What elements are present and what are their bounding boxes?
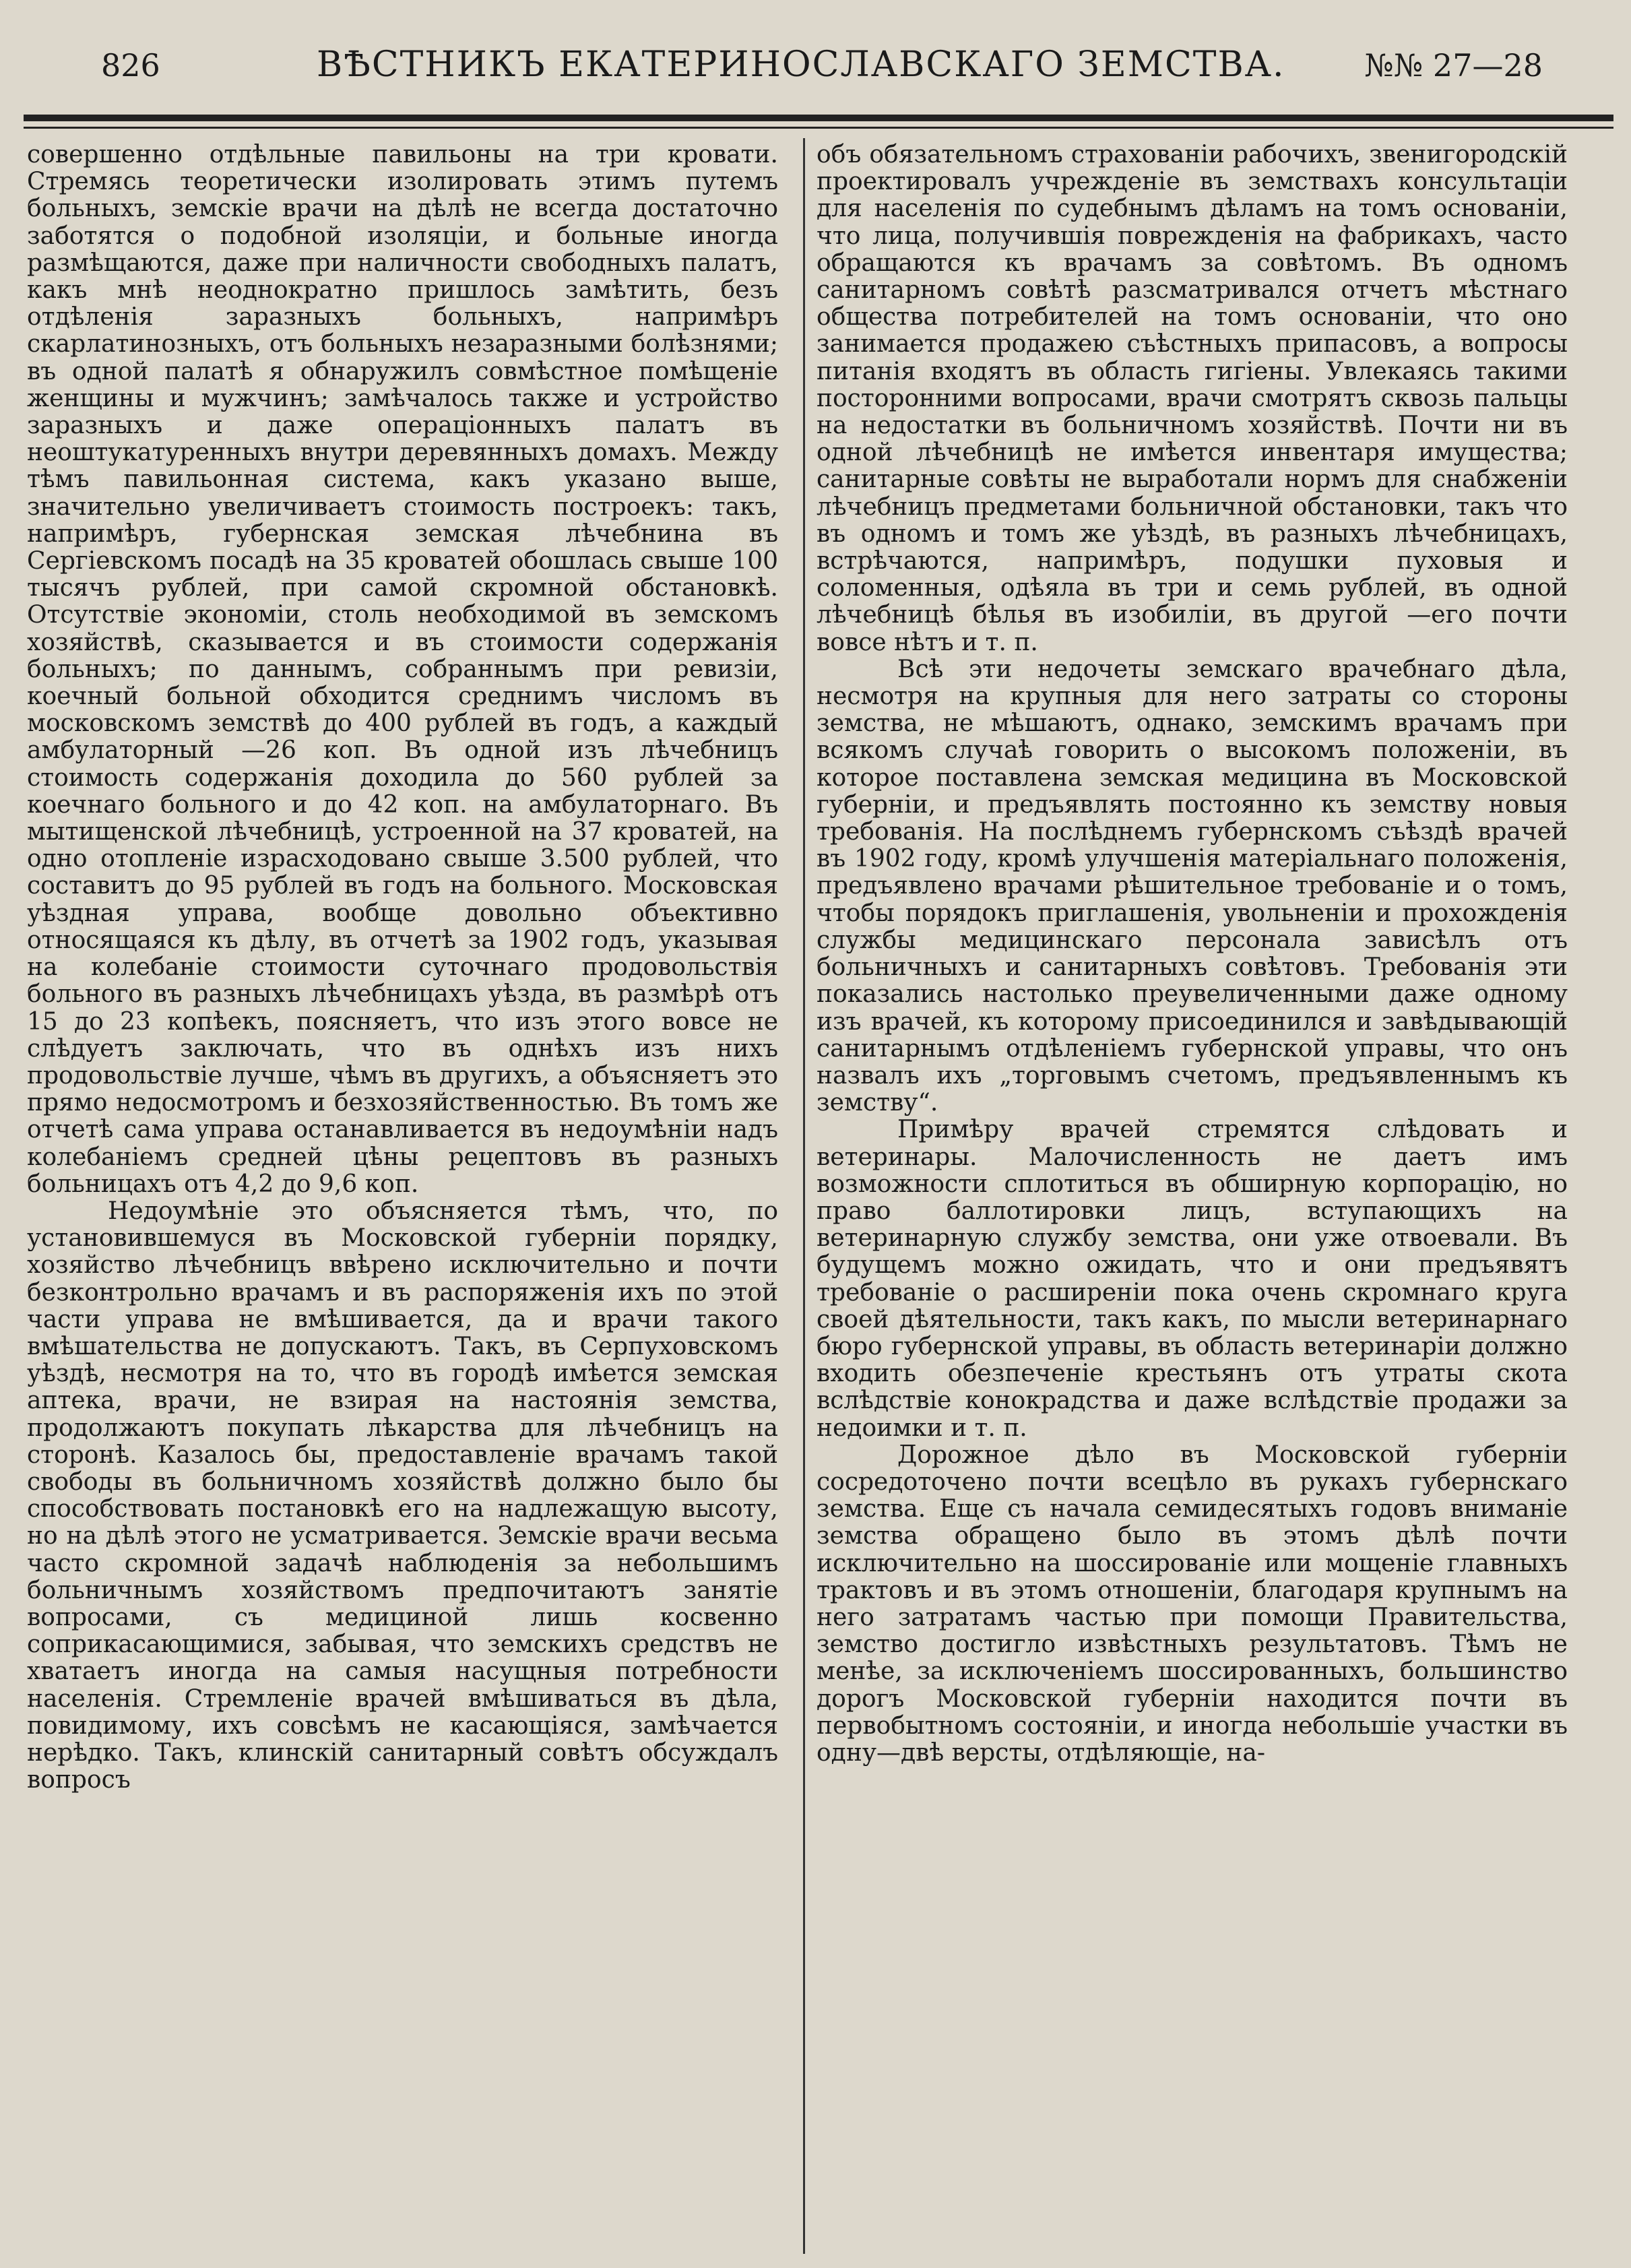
paragraph: совершенно отдѣльные павильоны на три кровати. Стремясь теоретически изолировать этимъ путемъ больныхъ, земскіе врачи на дѣлѣ не всегда достаточно заботятся о подобной изоляціи, и больные иногда размѣщаются, даже при наличности свободныхъ палатъ, какъ мнѣ неоднократно пришлось замѣтить, безъ отдѣленія заразныхъ больныхъ, напримѣръ скарлатинозныхъ, отъ больныхъ незаразными болѣзнями; въ одной палатѣ я обнаружилъ совмѣстное помѣщеніе женщины и мужчинъ; замѣчалось также и устройство заразныхъ и даже операціонныхъ палатъ въ неоштукатуренныхъ внутри деревянныхъ домахъ. Между тѣмъ павильонная система, какъ указано выше, значительно увеличиваетъ стоимость построекъ: такъ, напримѣръ, губернская земская лѣчебнина въ Сергіевскомъ посадѣ на 35 кроватей обошлась свыше 100 тысячъ рублей, при самой скромной обстановкѣ. Отсутствіе экономіи, столь необходимой въ земскомъ хозяйствѣ, сказывается и въ стоимости содержанія больныхъ; по даннымъ, собраннымъ при ревизіи, коечный больной обходится среднимъ числомъ въ московскомъ земствѣ до 400 рублей въ годъ, а каждый амбулаторный —26 коп. Въ одной изъ лѣчебницъ стоимость содержанія доходила до 560 рублей за коечнаго больного и до 42 коп. на амбулаторнаго. Въ мытищенской лѣчебницѣ, устроенной на 37 кроватей, на одно отопленіе израсходовано свыше 3.500 рублей, что составитъ до 95 рублей въ годъ на больного. Московская уѣздная управа, вообще довольно объективно относящаяся къ дѣлу, въ отчетѣ за 1902 годъ, указывая на колебаніе стоимости суточнаго продовольствія больного въ разныхъ лѣчебницахъ уѣзда, въ размѣрѣ отъ 15 до 23 копѣекъ, поясняетъ, что изъ этого вовсе не слѣдуетъ заключать, что въ однѣхъ изъ нихъ продовольствіе лучше, чѣмъ въ другихъ, а объясняетъ это прямо недосмотромъ и безхозяйственностью. Въ томъ же отчетѣ сама управа останавливается въ недоумѣніи надъ колебаніемъ средней цѣны рецептовъ въ разныхъ больницахъ отъ 4,2 до 9,6 коп. — [27, 141, 778, 1198]
right-column — [817, 141, 1568, 2250]
left-column — [27, 141, 778, 2250]
paragraph: объ обязательномъ страхованіи рабочихъ, звенигородскій проектировалъ учрежденіе въ земствахъ консультаціи для населенія по судебнымъ дѣламъ на томъ основаніи, что лица, получившія поврежденія на фабрикахъ, часто обращаются къ врачамъ за совѣтомъ. Въ одномъ санитарномъ совѣтѣ разсматривался отчетъ мѣстнаго общества потребителей на томъ основаніи, что оно занимается продажею съѣстныхъ припасовъ, а вопросы питанія входятъ въ область гигіены. Увлекаясь такими посторонними вопросами, врачи смотрятъ сквозь пальцы на недостатки въ больничномъ хозяйствѣ. Почти ни въ одной лѣчебницѣ не имѣется инвентаря имущества; санитарные совѣты не выработали нормъ для снабженіи лѣчебницъ предметами больничной обстановки, такъ что въ одномъ и томъ же уѣздѣ, въ разныхъ лѣчебницахъ, встрѣчаются, напримѣръ, подушки пуховыя и соломенныя, одѣяла въ три и семь рублей, въ одной лѣчебницѣ бѣлья въ изобиліи, въ другой —его почти вовсе нѣтъ и т. п. — [817, 141, 1568, 656]
issue-number: №№ 27—28 — [1364, 47, 1543, 84]
paragraph: Примѣру врачей стремятся слѣдовать и ветеринары. Малочисленность не даетъ имъ возможности сплотиться въ обширную корпорацію, но право баллотировки лицъ, вступающихъ на ветеринарную службу земства, они уже отвоевали. Въ будущемъ можно ожидать, что и они предъявятъ требованіе о расширеніи пока очень скромнаго круга своей дѣятельности, такъ какъ, по мысли ветеринарнаго бюро губернской управы, въ область ветеринаріи должно входить обезпеченіе крестьянъ отъ утраты скота вслѣдствіе конокрадства и даже вслѣдствіе продажи за недоимки и т. п. — [817, 1116, 1568, 1442]
paragraph: Всѣ эти недочеты земскаго врачебнаго дѣла, несмотря на крупныя для него затраты со стороны земства, не мѣшаютъ, однако, земскимъ врачамъ при всякомъ случаѣ говорить о высокомъ положеніи, въ которое поставлена земская медицина въ Московской губерніи, и предъявлять постоянно къ земству новыя требованія. На послѣднемъ губернскомъ съѣздѣ врачей въ 1902 году, кромѣ улучшенія матеріальнаго положенія, предъявлено врачами рѣшительное требованіе и о томъ, чтобы порядокъ приглашенія, увольненіи и прохожденія службы медицинскаго персонала зависѣлъ отъ больничныхъ и санитарныхъ совѣтовъ. Требованія эти показались настолько преувеличенными даже одному изъ врачей, къ которому присоединился и завѣдывающій санитарнымъ отдѣленіемъ губернской управы, что онъ назвалъ ихъ „торговымъ счетомъ, предъявленнымъ къ земству“. — [817, 655, 1568, 1117]
header-rule-thick — [24, 115, 1613, 121]
paragraph: Недоумѣніе это объясняется тѣмъ, что, по установившемуся въ Московской губерніи порядку, хозяйство лѣчебницъ ввѣрено исключительно и почти безконтрольно врачамъ и въ распоряженія ихъ по этой части управа не вмѣшивается, да и врачи такого вмѣшательства не допускаютъ. Такъ, въ Серпуховскомъ уѣздѣ, несмотря на то, что въ городѣ имѣется земская аптека, врачи, не взирая на настоянія земства, продолжаютъ покупать лѣкарства для лѣчебницъ на сторонѣ. Казалось бы, предоставленіе врачамъ такой свободы въ больничномъ хозяйствѣ должно было бы способствовать постановкѣ его на надлежащую высоту, но на дѣлѣ этого не усматривается. Земскіе врачи весьма часто скромной задачѣ наблюденія за небольшимъ больничнымъ хозяйствомъ предпочитаютъ занятіе вопросами, съ медициной лишь косвенно соприкасающимися, забывая, что земскихъ средствъ не хватаетъ иногда на самыя насущныя потребности населенія. Стремленіе врачей вмѣшиваться въ дѣла, повидимому, ихъ совсѣмъ не касающіяся, замѣчается нерѣдко. Такъ, клинскій санитарный совѣтъ обсуждалъ вопросъ — [27, 1197, 778, 1794]
page-number: 826 — [101, 47, 160, 84]
paragraph: Дорожное дѣло въ Московской губерніи сосредоточено почти всецѣло въ рукахъ губернскаго земства. Еще съ начала семидесятыхъ годовъ вниманіе земства обращено было въ этомъ дѣлѣ почти исключительно на шоссированіе или мощеніе главныхъ трактовъ и въ этомъ отношеніи, благодаря крупнымъ на него затратамъ частью при помощи Правительства, земство достигло извѣстныхъ результатовъ. Тѣмъ не менѣе, за исключеніемъ шоссированныхъ, большинство дорогъ Московской губерніи находится почти въ первобытномъ состояніи, и иногда небольшіе участки въ одну—двѣ версты, отдѣляющіе, на- — [817, 1441, 1568, 1767]
running-header — [88, 42, 1543, 98]
header-rule-thin — [24, 127, 1613, 129]
journal-title: ВѢСТНИКЪ ЕКАТЕРИНОСЛАВСКАГО ЗЕМСТВА. — [317, 44, 1285, 85]
column-divider — [803, 138, 805, 2254]
